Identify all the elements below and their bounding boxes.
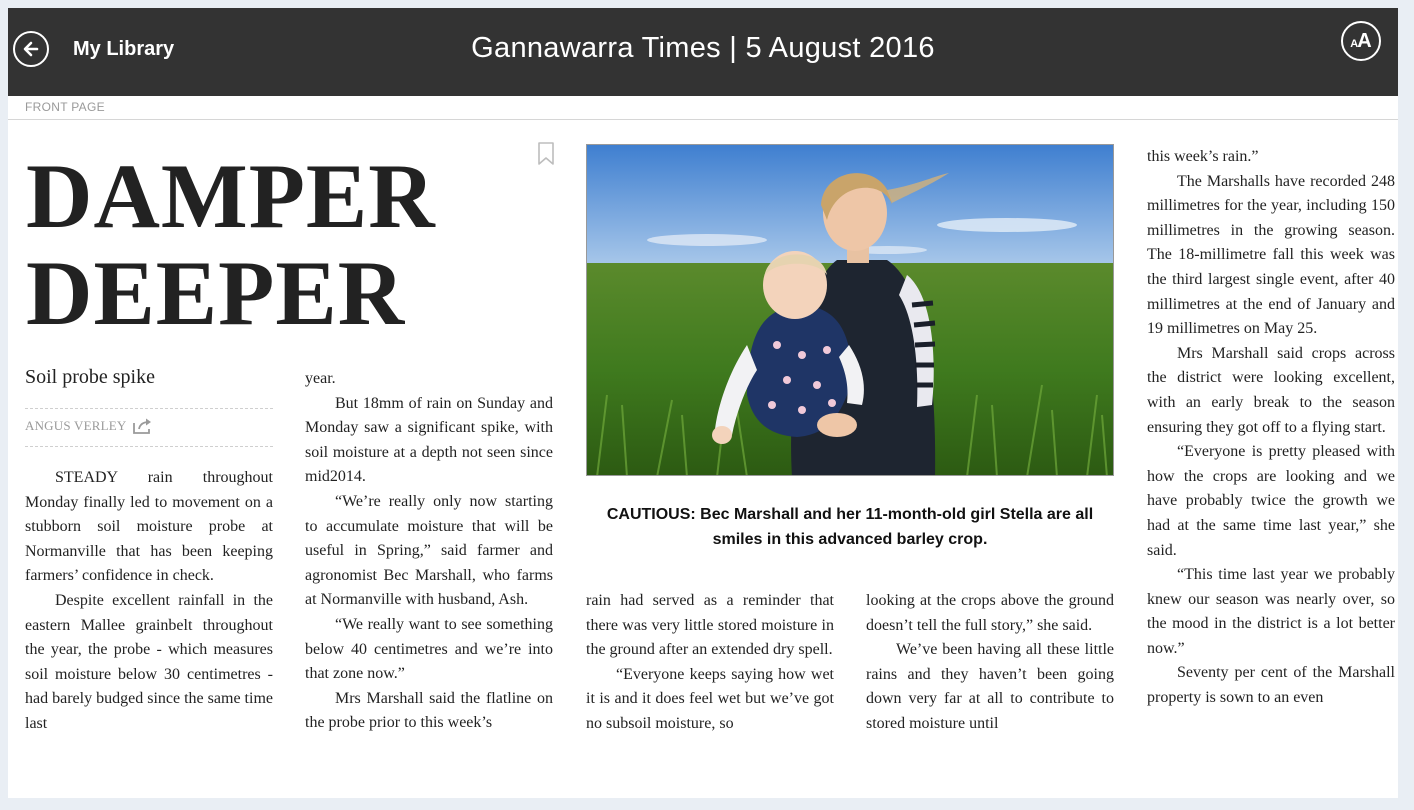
- paragraph: We’ve been having all these little rains and they haven’t been going down very far at all to contribute to stored moisture until: [866, 641, 1114, 732]
- subheadline: Soil probe spike: [25, 366, 155, 388]
- paragraph: Mrs Marshall said the flatline on the probe prior to this week’s: [305, 689, 553, 732]
- paragraph: “Everyone keeps saying how wet it is and it does feel wet but we’ve got no subsoil moisture, so: [586, 665, 834, 732]
- top-bar: [8, 8, 1398, 96]
- paragraph: Despite excellent rainfall in the eastern Mallee grainbelt throughout the year, the probe - which measures soil moisture below 30 centimetres - had barely budged since the same time last: [25, 591, 273, 732]
- paragraph: “This time last year we probably knew our season was nearly over, so the mood in the district is a lot better now.”: [1147, 566, 1395, 657]
- font-size-small-glyph: A: [1350, 38, 1359, 50]
- paragraph: “Everyone is pretty pleased with how the crops are looking and we have probably twice the growth we had at the same time last year,” she said.: [1147, 443, 1395, 559]
- paragraph: “We’re really only now starting to accumulate moisture that will be useful in Spring,” said farmer and agronomist Bec Marshall, who farms at Normanville with husband, Ash.: [305, 492, 553, 609]
- section-label: FRONT PAGE: [25, 100, 105, 114]
- paragraph: Seventy per cent of the Marshall property is sown to an even: [1147, 664, 1395, 707]
- paragraph: this week’s rain.”: [1147, 148, 1259, 165]
- bookmark-icon: [537, 142, 555, 166]
- paragraph: looking at the crops above the ground doesn’t tell the full story,” she said.: [866, 592, 1114, 634]
- article-column-3: [586, 589, 834, 737]
- my-library-link[interactable]: My Library: [73, 38, 175, 60]
- publication-title: Gannawarra Times | 5 August 2016: [471, 32, 935, 64]
- byline-row: [25, 408, 273, 447]
- font-size-large-glyph: A: [1357, 29, 1372, 52]
- article-column-1: [25, 466, 273, 737]
- headline-line-2: DEEPER: [26, 242, 406, 344]
- photo-illustration: [587, 145, 1114, 476]
- section-bar: [8, 96, 1398, 120]
- share-icon[interactable]: [132, 417, 154, 435]
- window-gutter: [1398, 8, 1414, 798]
- paragraph: STEADY rain throughout Monday finally led to movement on a stubborn soil moisture probe at Normanville that has been keeping farmers’ confidence in check.: [25, 469, 273, 585]
- article-column-2: [305, 367, 553, 736]
- author-byline: ANGUS VERLEY: [25, 418, 127, 433]
- font-size-button[interactable]: [1341, 21, 1381, 61]
- article-photo: [586, 144, 1114, 476]
- photo-caption: CAUTIOUS: Bec Marshall and her 11-month-old girl Stella are all smiles in this advanced barley crop.: [606, 506, 1094, 548]
- paragraph: “We really want to see something below 40 centimetres and we’re into that zone now.”: [305, 615, 553, 683]
- article-column-4: [866, 589, 1114, 737]
- paragraph: The Marshalls have recorded 248 millimetres for the year, including 150 millimetres in the growing season. The 18-millimetre fall this week was the third largest single event, after 40 millimetres at the end of January and 19 millimetres on May 25.: [1147, 172, 1395, 338]
- paragraph: Mrs Marshall said crops across the district were looking excellent, with an early break to the season ensuring they got off to a flying start.: [1147, 344, 1395, 436]
- paragraph: But 18mm of rain on Sunday and Monday saw a significant spike, with soil moisture at a depth not seen since mid2014.: [305, 394, 553, 486]
- headline-line-1: DAMPER: [26, 145, 436, 247]
- paragraph: year.: [305, 370, 336, 387]
- article-column-5: [1147, 145, 1395, 711]
- bookmark-button[interactable]: [537, 142, 555, 166]
- reader-window: [8, 8, 1398, 798]
- headline: [26, 145, 546, 344]
- paragraph: rain had served as a reminder that there was very little stored moisture in the ground after an extended dry spell.: [586, 592, 834, 659]
